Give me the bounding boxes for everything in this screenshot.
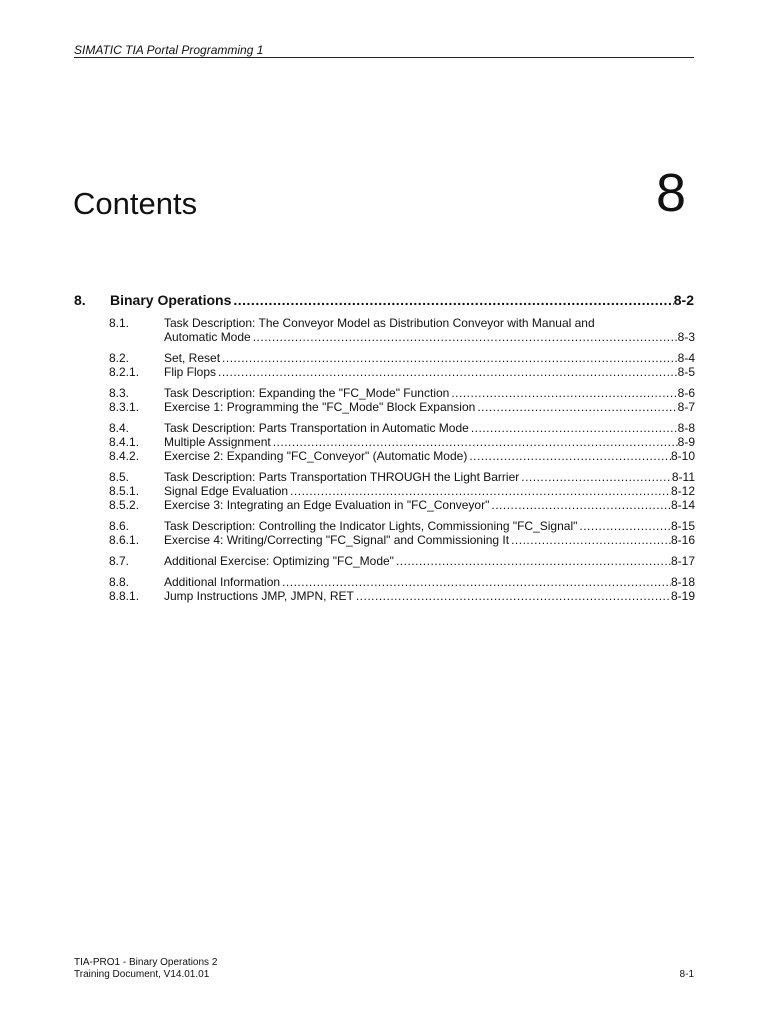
- toc-entry-title: Task Description: Parts Transportation THROUGH the Light Barrier: [164, 470, 520, 484]
- toc-entry-number: 8.4.: [109, 421, 130, 435]
- toc-entry[interactable]: [109, 519, 695, 533]
- toc-entry-title: Exercise 2: Expanding "FC_Conveyor" (Automatic Mode): [164, 449, 468, 463]
- toc-entry-title: Task Description: Parts Transportation in Automatic Mode: [164, 421, 469, 435]
- toc-entry[interactable]: [109, 498, 695, 512]
- header-divider: [74, 57, 694, 58]
- toc-entry-page: 8-6: [677, 386, 695, 400]
- toc-entry-number: 8.3.1.: [109, 400, 140, 414]
- toc-entry-number: 8.1.: [109, 316, 130, 330]
- toc-entry[interactable]: [109, 554, 695, 568]
- toc-entry-page: 8-8: [677, 421, 695, 435]
- toc-main-title: Binary Operations: [110, 292, 232, 308]
- toc-entry-title: Multiple Assignment: [164, 435, 271, 449]
- footer-document-version: Training Document, V14.01.01: [74, 969, 210, 980]
- toc-entry-title: Exercise 4: Writing/Correcting "FC_Signal" and Commissioning It: [164, 533, 510, 547]
- toc-entry-title: Additional Exercise: Optimizing "FC_Mode": [164, 554, 394, 568]
- toc-entry[interactable]: [109, 435, 695, 449]
- dot-leader: [354, 589, 671, 603]
- toc-entry-title: Signal Edge Evaluation: [164, 484, 289, 498]
- dot-leader: [577, 519, 671, 533]
- toc-entry-page: 8-18: [670, 575, 695, 589]
- toc-entry-number: 8.4.1.: [109, 435, 140, 449]
- footer-info: [74, 957, 217, 981]
- toc-entry[interactable]: [109, 421, 695, 435]
- toc-entry[interactable]: [109, 365, 695, 379]
- toc-entry-number: 8.3.: [109, 386, 130, 400]
- footer-course: TIA-PRO1 - Binary Operations 2: [74, 957, 218, 968]
- toc-entry[interactable]: [109, 470, 695, 484]
- toc-entry-title: Task Description: Expanding the "FC_Mode" Function: [164, 386, 450, 400]
- dot-leader: [231, 291, 673, 309]
- toc-entry-number: 8.2.: [109, 351, 130, 365]
- page-title: Contents: [73, 186, 198, 221]
- toc-entry-title: Set, Reset: [164, 351, 221, 365]
- dot-leader: [220, 351, 678, 365]
- toc-entry-page: 8-7: [677, 400, 695, 414]
- toc-entry-title: Flip Flops: [164, 365, 217, 379]
- toc-main-number: 8.: [74, 292, 86, 308]
- toc-entry[interactable]: [109, 484, 695, 498]
- toc-entry-page: 8-12: [670, 484, 695, 498]
- toc-entry-page: 8-14: [670, 498, 695, 512]
- footer-page-number: 8-1: [679, 969, 694, 980]
- toc-entry-page: 8-17: [670, 554, 695, 568]
- toc-entry-page: 8-5: [677, 365, 695, 379]
- dot-leader: [288, 484, 671, 498]
- toc-entry-page: 8-3: [677, 330, 695, 344]
- toc-entry-page: 8-9: [677, 435, 695, 449]
- toc-entry-page: 8-4: [677, 351, 695, 365]
- dot-leader: [469, 421, 678, 435]
- dot-leader: [394, 554, 671, 568]
- dot-leader: [519, 470, 672, 484]
- toc-entry-page: 8-11: [671, 470, 695, 484]
- toc-entry[interactable]: [109, 351, 695, 365]
- dot-leader: [475, 400, 677, 414]
- toc-entry-title: Exercise 3: Integrating an Edge Evaluation in "FC_Conveyor": [164, 498, 490, 512]
- toc-entry-title: Task Description: The Conveyor Model as Distribution Conveyor with Manual and: [164, 316, 595, 330]
- toc-main-page: 8-2: [673, 292, 694, 308]
- toc-entry-title-continued: Automatic Mode: [164, 330, 251, 344]
- toc-main-entry[interactable]: [74, 291, 694, 309]
- toc-entry-number: 8.6.1.: [109, 533, 140, 547]
- toc-entry-page: 8-16: [670, 533, 695, 547]
- chapter-number: 8: [655, 163, 686, 223]
- dot-leader: [489, 498, 671, 512]
- toc-entry-page: 8-19: [670, 589, 695, 603]
- toc-entry[interactable]: [109, 449, 695, 463]
- toc-entry[interactable]: [109, 533, 695, 547]
- dot-leader: [449, 386, 677, 400]
- toc-list: [109, 316, 695, 603]
- toc-entry-number: 8.5.: [109, 470, 130, 484]
- toc-entry-number: 8.5.1.: [109, 484, 140, 498]
- toc-entry-number: 8.7.: [109, 554, 130, 568]
- toc-entry[interactable]: [109, 400, 695, 414]
- toc-entry-number: 8.6.: [109, 519, 130, 533]
- toc-entry-number: 8.8.: [109, 575, 130, 589]
- toc-entry[interactable]: [109, 386, 695, 400]
- dot-leader: [271, 435, 678, 449]
- toc-entry-page: 8-10: [670, 449, 695, 463]
- dot-leader: [251, 330, 678, 344]
- toc-entry-title: Task Description: Controlling the Indicator Lights, Commissioning "FC_Signal": [164, 519, 578, 533]
- running-header: SIMATIC TIA Portal Programming 1: [74, 43, 264, 57]
- dot-leader: [216, 365, 678, 379]
- toc-entry-number: 8.2.1.: [109, 365, 140, 379]
- dot-leader: [509, 533, 671, 547]
- toc-entry-title: Jump Instructions JMP, JMPN, RET: [164, 589, 354, 603]
- toc-entry-number: 8.8.1.: [109, 589, 140, 603]
- toc-entry[interactable]: [109, 316, 695, 344]
- dot-leader: [467, 449, 671, 463]
- toc-entry[interactable]: [109, 575, 695, 589]
- toc-entry-title: Additional Information: [164, 575, 281, 589]
- toc-entry-page: 8-15: [670, 519, 695, 533]
- toc-entry-number: 8.5.2.: [109, 498, 140, 512]
- toc-entry-title: Exercise 1: Programming the "FC_Mode" Block Expansion: [164, 400, 476, 414]
- dot-leader: [280, 575, 671, 589]
- toc-entry-number: 8.4.2.: [109, 449, 140, 463]
- toc-entry[interactable]: [109, 589, 695, 603]
